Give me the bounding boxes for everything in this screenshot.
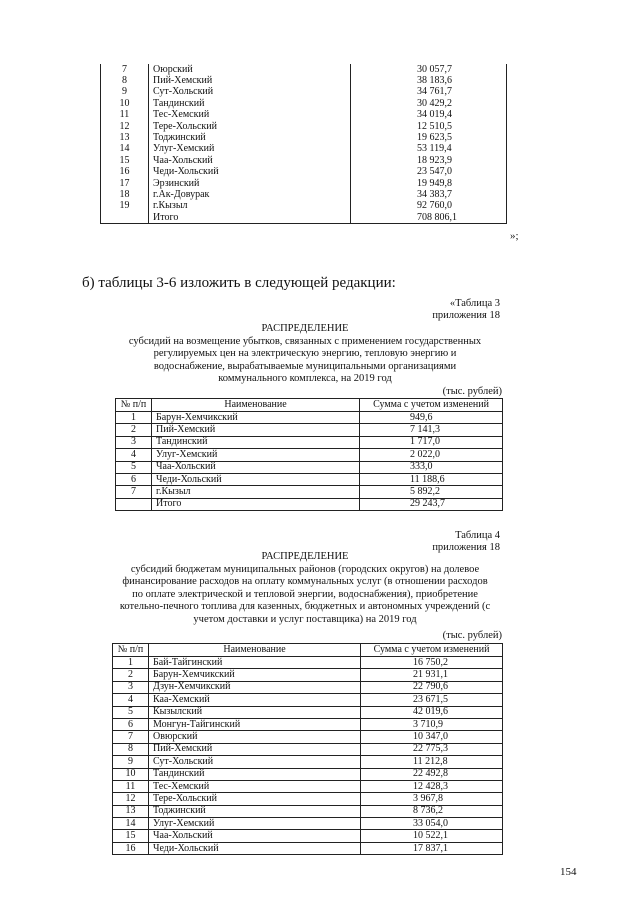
table3-desc-line: водоснабжение, вырабатываемые муниципальными организациями	[153, 360, 457, 372]
table4	[112, 643, 503, 855]
row-name: Тес-Хемский	[149, 780, 361, 792]
table4-unit: (тыс. рублей)	[442, 630, 502, 641]
table-row	[101, 75, 507, 86]
table3-header-sum: Сумма с учетом изменений	[360, 399, 503, 412]
row-name: Оюрский	[149, 64, 351, 75]
row-value: 1 717,0	[360, 436, 503, 448]
table-row	[101, 201, 507, 212]
row-name: Тандинский	[152, 436, 360, 448]
table4-body	[113, 657, 503, 855]
total-value: 708 806,1	[351, 212, 507, 224]
row-number: 17	[101, 178, 149, 189]
row-name: Бай-Тайгинский	[149, 657, 361, 669]
row-number: 9	[101, 87, 149, 98]
table-row	[113, 681, 503, 693]
total-number	[116, 498, 152, 510]
row-value: 30 057,7	[351, 64, 507, 75]
row-number: 4	[116, 449, 152, 461]
row-value: 2 022,0	[360, 449, 503, 461]
row-value: 23 547,0	[351, 167, 507, 178]
row-number: 19	[101, 201, 149, 212]
row-number: 7	[113, 731, 149, 743]
row-number: 15	[101, 155, 149, 166]
row-name: Тоджинский	[149, 132, 351, 143]
table-row	[113, 768, 503, 780]
table-row	[113, 657, 503, 669]
row-value: 38 183,6	[351, 75, 507, 86]
row-value: 22 790,6	[361, 681, 503, 693]
table-row	[113, 669, 503, 681]
table3-desc-line: коммунального комплекса, на 2019 год	[218, 373, 392, 385]
row-name: Тоджинский	[149, 805, 361, 817]
row-name: Улуг-Хемский	[149, 818, 361, 830]
row-name: Барун-Хемчикский	[149, 669, 361, 681]
table-row	[113, 756, 503, 768]
table3	[115, 398, 503, 511]
row-value: 5 892,2	[360, 486, 503, 498]
row-number: 11	[113, 780, 149, 792]
row-number: 6	[113, 718, 149, 730]
subsidy-table-continued-body	[101, 64, 507, 224]
table-row	[113, 780, 503, 792]
table-total-row	[116, 498, 503, 510]
row-number: 10	[113, 768, 149, 780]
row-value: 22 775,3	[361, 743, 503, 755]
row-name: Чаа-Хольский	[149, 155, 351, 166]
row-number: 9	[113, 756, 149, 768]
row-value: 19 623,5	[351, 132, 507, 143]
table4-header-sum: Сумма с учетом изменений	[361, 644, 503, 657]
table-row	[101, 132, 507, 143]
table-row	[101, 98, 507, 109]
row-number: 1	[116, 412, 152, 424]
row-value: 17 837,1	[361, 842, 503, 854]
row-name: Чеди-Хольский	[149, 842, 361, 854]
table-row	[113, 706, 503, 718]
row-value: 3 967,8	[361, 793, 503, 805]
table-row	[101, 64, 507, 75]
row-number: 16	[113, 842, 149, 854]
row-name: Овюрский	[149, 731, 361, 743]
table4-header-name: Наименование	[149, 644, 361, 657]
row-number: 13	[101, 132, 149, 143]
row-name: Чаа-Хольский	[152, 461, 360, 473]
total-number	[101, 212, 149, 224]
row-number: 16	[101, 167, 149, 178]
table-row	[101, 110, 507, 121]
table4-header-row	[113, 644, 503, 657]
table4-desc-line: котельно-печного топлива для казенных, бюджетных и автономных учреждений (с	[119, 601, 491, 613]
row-name: Тес-Хемский	[149, 110, 351, 121]
row-value: 18 923,9	[351, 155, 507, 166]
table-row	[116, 486, 503, 498]
table4-desc-line: субсидий бюджетам муниципальных районов (городских округов) на долевое	[130, 564, 480, 575]
table4-header-number: № п/п	[113, 644, 149, 657]
row-number: 6	[116, 473, 152, 485]
row-name: Чеди-Хольский	[152, 473, 360, 485]
row-number: 7	[116, 486, 152, 498]
row-number: 1	[113, 657, 149, 669]
row-value: 12 510,5	[351, 121, 507, 132]
row-name: Улуг-Хемский	[152, 449, 360, 461]
row-value: 23 671,5	[361, 694, 503, 706]
row-value: 21 931,1	[361, 669, 503, 681]
row-number: 3	[116, 436, 152, 448]
table-row	[116, 436, 503, 448]
row-number: 11	[101, 110, 149, 121]
row-value: 22 492,8	[361, 768, 503, 780]
row-name: Дзун-Хемчикский	[149, 681, 361, 693]
row-number: 13	[113, 805, 149, 817]
row-value: 949,6	[360, 412, 503, 424]
row-value: 10 522,1	[361, 830, 503, 842]
row-number: 3	[113, 681, 149, 693]
row-value: 10 347,0	[361, 731, 503, 743]
row-value: 12 428,3	[361, 780, 503, 792]
row-name: г.Кызыл	[152, 486, 360, 498]
table-row	[113, 805, 503, 817]
row-name: г.Ак-Довурак	[149, 189, 351, 200]
row-name: Эрзинский	[149, 178, 351, 189]
table4-description	[100, 564, 510, 626]
row-name: Кызылский	[149, 706, 361, 718]
table-row	[113, 842, 503, 854]
table-row	[113, 818, 503, 830]
subsidy-table-continued	[100, 64, 507, 224]
row-number: 14	[113, 818, 149, 830]
table-row	[113, 694, 503, 706]
row-name: Пий-Хемский	[149, 743, 361, 755]
table3-header-name: Наименование	[152, 399, 360, 412]
table3-description	[100, 336, 510, 386]
row-name: Тере-Хольский	[149, 793, 361, 805]
row-number: 5	[116, 461, 152, 473]
table4-desc-line: по оплате электрической и тепловой энергии, водоснабжения), приобретение	[132, 588, 478, 600]
row-value: 333,0	[360, 461, 503, 473]
row-value: 11 188,6	[360, 473, 503, 485]
table-row	[101, 144, 507, 155]
row-name: Тандинский	[149, 768, 361, 780]
table-total-row	[101, 212, 507, 224]
row-number: 12	[113, 793, 149, 805]
row-value: 34 761,7	[351, 87, 507, 98]
row-name: Тере-Хольский	[149, 121, 351, 132]
row-number: 18	[101, 189, 149, 200]
table4-desc-line: учетом доставки и услуг поставщика) на 2019 год	[193, 613, 417, 625]
row-number: 14	[101, 144, 149, 155]
row-value: 11 212,8	[361, 756, 503, 768]
row-number: 7	[101, 64, 149, 75]
table4-title: РАСПРЕДЕЛЕНИЕ	[261, 551, 349, 562]
table-row	[113, 793, 503, 805]
table-row	[113, 743, 503, 755]
row-name: Тандинский	[149, 98, 351, 109]
table-row	[116, 424, 503, 436]
table-row	[116, 461, 503, 473]
table-row	[113, 718, 503, 730]
row-value: 92 760,0	[351, 201, 507, 212]
table3-title: РАСПРЕДЕЛЕНИЕ	[261, 323, 349, 334]
row-value: 34 383,7	[351, 189, 507, 200]
table3-desc-line: субсидий на возмещение убытков, связанных с применением государственных	[128, 336, 482, 347]
row-number: 15	[113, 830, 149, 842]
row-value: 34 019,4	[351, 110, 507, 121]
row-name: Чеди-Хольский	[149, 167, 351, 178]
table3-header-row	[116, 399, 503, 412]
row-name: г.Кызыл	[149, 201, 351, 212]
row-name: Улуг-Хемский	[149, 144, 351, 155]
total-value: 29 243,7	[360, 498, 503, 510]
row-value: 16 750,2	[361, 657, 503, 669]
row-number: 12	[101, 121, 149, 132]
total-label: Итого	[152, 498, 360, 510]
table3-caption-line2: приложения 18	[432, 310, 500, 321]
row-value: 7 141,3	[360, 424, 503, 436]
row-name: Чаа-Хольский	[149, 830, 361, 842]
table-row	[101, 121, 507, 132]
table3-header-number: № п/п	[116, 399, 152, 412]
row-name: Пий-Хемский	[152, 424, 360, 436]
row-value: 42 019,6	[361, 706, 503, 718]
table3-body	[116, 412, 503, 511]
table-closing-quote: »;	[510, 230, 519, 242]
row-name: Сут-Хольский	[149, 87, 351, 98]
table4-caption-line1: Таблица 4	[455, 530, 500, 541]
table-row	[113, 731, 503, 743]
row-name: Монгун-Тайгинский	[149, 718, 361, 730]
table-row	[101, 178, 507, 189]
row-name: Каа-Хемский	[149, 694, 361, 706]
table4-desc-line: финансирование расходов на оплату коммунальных услуг (в отношении расходов	[122, 576, 488, 588]
table-row	[116, 449, 503, 461]
table4-caption-line2: приложения 18	[432, 542, 500, 553]
row-number: 4	[113, 694, 149, 706]
table3-desc-line: регулируемых цен на электрическую энергию, тепловую энергию и	[153, 348, 457, 360]
table-row	[101, 167, 507, 178]
table-row	[101, 189, 507, 200]
row-name: Барун-Хемчикский	[152, 412, 360, 424]
row-name: Сут-Хольский	[149, 756, 361, 768]
table3-caption	[300, 298, 500, 322]
row-value: 3 710,9	[361, 718, 503, 730]
row-value: 19 949,8	[351, 178, 507, 189]
row-value: 8 736,2	[361, 805, 503, 817]
section-heading-b: б) таблицы 3-6 изложить в следующей редакции:	[82, 275, 396, 291]
table-row	[116, 473, 503, 485]
row-value: 30 429,2	[351, 98, 507, 109]
total-label: Итого	[149, 212, 351, 224]
page-number: 154	[560, 866, 577, 878]
table-row	[101, 87, 507, 98]
table3-unit: (тыс. рублей)	[442, 386, 502, 397]
table3-caption-line1: «Таблица 3	[449, 298, 500, 309]
row-number: 5	[113, 706, 149, 718]
row-value: 53 119,4	[351, 144, 507, 155]
row-number: 8	[101, 75, 149, 86]
row-number: 8	[113, 743, 149, 755]
table-row	[101, 155, 507, 166]
row-value: 33 054,0	[361, 818, 503, 830]
row-number: 2	[113, 669, 149, 681]
table-row	[113, 830, 503, 842]
table-row	[116, 412, 503, 424]
row-number: 10	[101, 98, 149, 109]
row-number: 2	[116, 424, 152, 436]
row-name: Пий-Хемский	[149, 75, 351, 86]
